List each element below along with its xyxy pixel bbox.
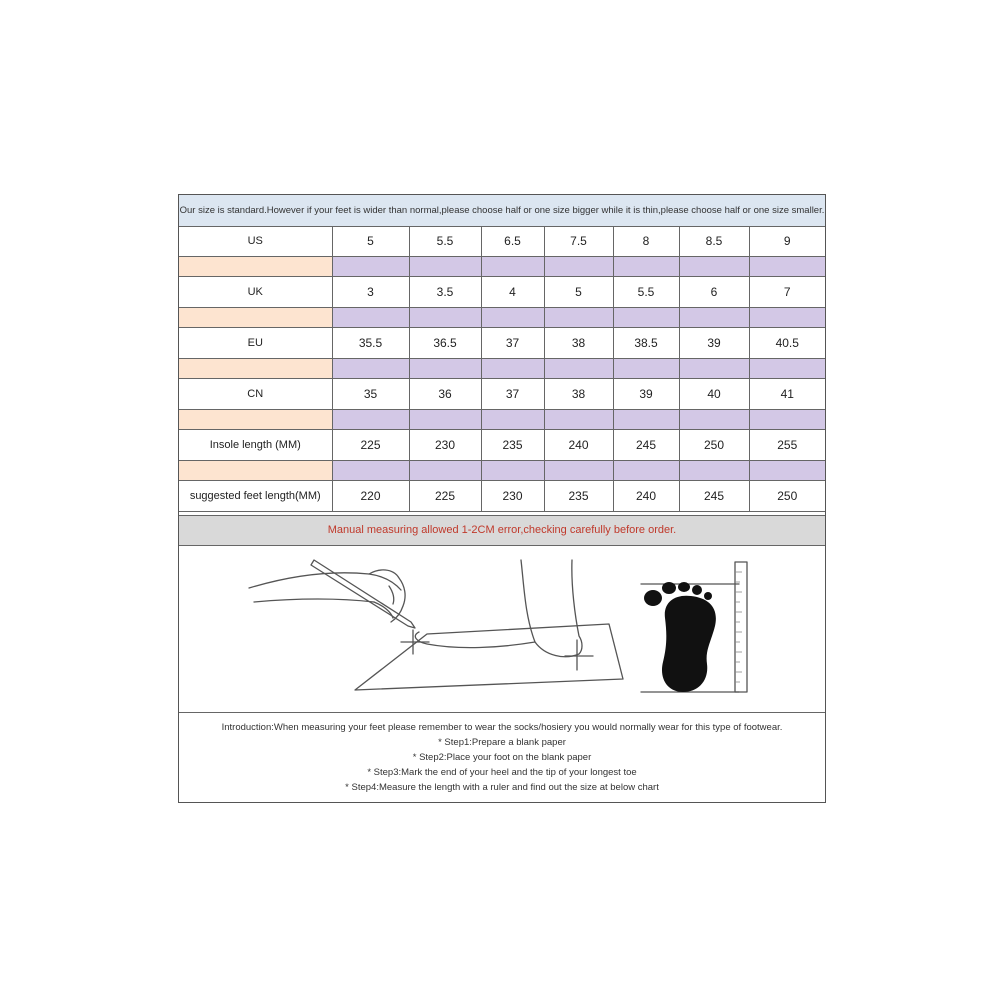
measuring-instructions [179,713,825,803]
size-value: 235 [481,430,544,461]
size-value: 5.5 [409,226,481,257]
step-3: * Step3:Mark the end of your heel and the tip of your longest toe [367,767,637,778]
spacer-cell [481,308,544,328]
size-row [179,430,825,461]
arm [249,573,401,590]
measuring-warning: Manual measuring allowed 1-2CM error,checking carefully before order. [179,515,825,546]
size-value: 38.5 [613,328,679,359]
size-value: 245 [679,481,749,512]
size-value: 37 [481,379,544,410]
size-value: 39 [679,328,749,359]
size-value: 240 [544,430,613,461]
spacer-cell [544,461,613,481]
size-value: 9 [749,226,825,257]
size-chart [178,194,826,803]
size-value: 5 [544,277,613,308]
footprint-icon [644,582,716,692]
size-value: 3.5 [409,277,481,308]
size-value: 230 [409,430,481,461]
spacer-row [179,308,825,328]
spacer-cell [409,359,481,379]
size-value: 240 [613,481,679,512]
spacer-cell [749,359,825,379]
row-label: CN [179,379,332,410]
size-value: 5.5 [613,277,679,308]
spacer-cell [332,359,409,379]
spacer-cell [409,308,481,328]
row-label: UK [179,277,332,308]
spacer-cell [179,410,332,430]
size-value: 225 [332,430,409,461]
spacer-row [179,359,825,379]
spacer-cell [613,410,679,430]
ruler [735,562,747,692]
pencil [311,560,415,628]
spacer-cell [613,461,679,481]
size-value: 5 [332,226,409,257]
spacer-cell [179,308,332,328]
spacer-cell [332,308,409,328]
spacer-row [179,257,825,277]
size-value: 6 [679,277,749,308]
size-value: 37 [481,328,544,359]
intro-heading: Introduction:When measuring your feet please remember to wear the socks/hosiery you would normally wear for this type of footwear. [221,722,783,733]
spacer-cell [409,257,481,277]
size-value: 7 [749,277,825,308]
size-table [179,226,825,512]
size-value: 255 [749,430,825,461]
size-row [179,226,825,257]
spacer-cell [179,257,332,277]
step-2: * Step2:Place your foot on the blank paper [412,752,592,763]
size-value: 245 [613,430,679,461]
size-value: 41 [749,379,825,410]
paper-sheet [355,624,623,690]
size-value: 35.5 [332,328,409,359]
size-value: 3 [332,277,409,308]
size-value: 225 [409,481,481,512]
size-advice-note: Our size is standard.However if your feet is wider than normal,please choose half or one size bigger while it is thin,please choose half or one size smaller. [179,195,825,227]
size-value: 36 [409,379,481,410]
row-label: suggested feet length(MM) [179,481,332,512]
spacer-cell [481,359,544,379]
spacer-cell [481,461,544,481]
size-value: 35 [332,379,409,410]
spacer-cell [332,410,409,430]
size-value: 40.5 [749,328,825,359]
size-row [179,481,825,512]
size-value: 36.5 [409,328,481,359]
spacer-row [179,461,825,481]
size-value: 40 [679,379,749,410]
row-label: EU [179,328,332,359]
spacer-cell [481,410,544,430]
spacer-cell [544,257,613,277]
size-value: 230 [481,481,544,512]
spacer-cell [613,257,679,277]
spacer-row [179,410,825,430]
spacer-cell [679,257,749,277]
spacer-cell [332,461,409,481]
size-value: 235 [544,481,613,512]
size-value: 38 [544,379,613,410]
spacer-cell [749,461,825,481]
spacer-cell [749,257,825,277]
measuring-illustration-svg [179,546,825,712]
spacer-cell [544,410,613,430]
spacer-cell [409,461,481,481]
size-value: 8.5 [679,226,749,257]
measuring-illustration [179,546,825,713]
spacer-cell [179,359,332,379]
size-value: 7.5 [544,226,613,257]
spacer-cell [679,308,749,328]
spacer-cell [409,410,481,430]
spacer-cell [749,308,825,328]
size-value: 8 [613,226,679,257]
spacer-cell [613,359,679,379]
spacer-cell [544,359,613,379]
size-value: 250 [749,481,825,512]
size-value: 38 [544,328,613,359]
size-value: 250 [679,430,749,461]
spacer-cell [679,410,749,430]
spacer-cell [613,308,679,328]
spacer-cell [481,257,544,277]
size-row [179,379,825,410]
size-value: 39 [613,379,679,410]
spacer-cell [544,308,613,328]
row-label: Insole length (MM) [179,430,332,461]
row-label: US [179,226,332,257]
spacer-cell [679,359,749,379]
step-4: * Step4:Measure the length with a ruler and find out the size at below chart [345,782,659,793]
spacer-cell [179,461,332,481]
size-value: 6.5 [481,226,544,257]
spacer-cell [749,410,825,430]
size-row [179,328,825,359]
size-value: 4 [481,277,544,308]
spacer-cell [679,461,749,481]
step-1: * Step1:Prepare a blank paper [438,737,566,748]
size-value: 220 [332,481,409,512]
size-row [179,277,825,308]
heel-mark [565,640,593,670]
spacer-cell [332,257,409,277]
